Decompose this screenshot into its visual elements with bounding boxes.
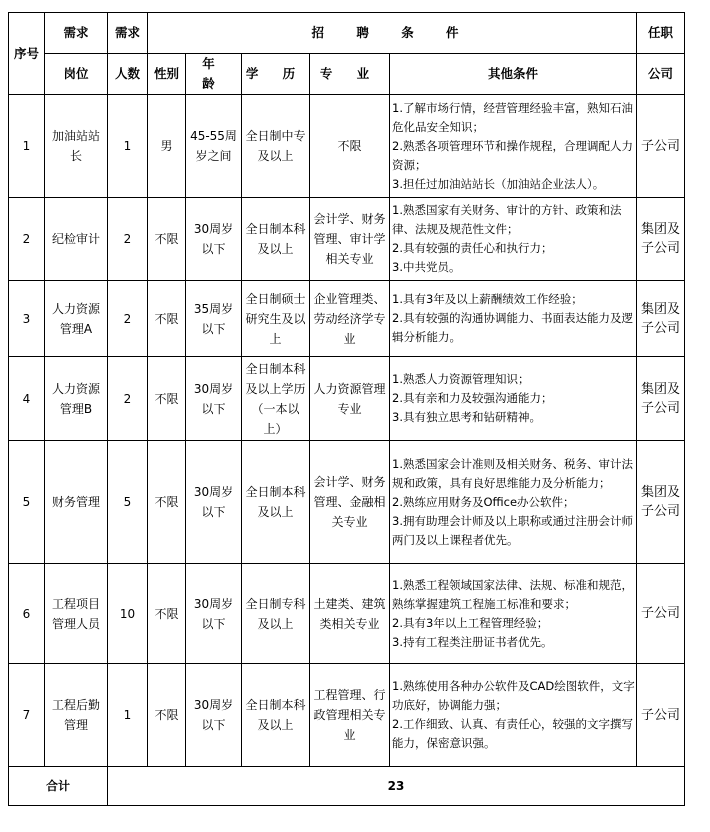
cell-age: 30周岁以下: [186, 441, 242, 564]
cell-seq: 5: [9, 441, 45, 564]
cell-other: [390, 664, 637, 767]
other-condition-line: 1.熟悉国家有关财务、审计的方针、政策和法律、法规及规范性文件；: [392, 203, 622, 236]
other-condition-line: 1.熟练使用各种办公软件及CAD绘图软件，文字功底好，协调能力强；: [392, 679, 635, 712]
header-gender: 性别: [148, 54, 186, 95]
header-position-line2: 岗位: [45, 54, 108, 95]
table-row: [9, 357, 685, 441]
cell-education: 全日制硕士研究生及以上: [242, 281, 310, 357]
cell-position: 财务管理: [45, 441, 108, 564]
other-condition-line: 2.熟练应用财务及Office办公软件；: [392, 494, 575, 509]
cell-gender: 不限: [148, 664, 186, 767]
cell-age: 30周岁以下: [186, 357, 242, 441]
total-label: 合计: [9, 767, 108, 806]
cell-major: 会计学、财务管理、金融相关专业: [310, 441, 390, 564]
cell-education: 全日制本科及以上学历（一本以上）: [242, 357, 310, 441]
header-major: 专 业: [310, 54, 390, 95]
cell-seq: 2: [9, 198, 45, 281]
header-position-line1: 需求: [45, 13, 108, 54]
header-count-line2: 人数: [108, 54, 148, 95]
other-condition-line: 1.熟悉工程领域国家法律、法规、标准和规范，熟练掌握建筑工程施工标准和要求；: [392, 577, 633, 611]
cell-other: [390, 564, 637, 664]
cell-major: 土建类、建筑类相关专业: [310, 564, 390, 664]
cell-count: 2: [108, 357, 148, 441]
cell-company: 集团及子公司: [637, 357, 685, 441]
other-condition-line: 1.具有3年及以上薪酬绩效工作经验；: [392, 292, 583, 306]
header-row-sub: [9, 54, 685, 95]
header-count-line1: 需求: [108, 13, 148, 54]
header-age: 年 龄: [186, 54, 242, 95]
cell-age: 30周岁以下: [186, 198, 242, 281]
other-condition-line: 2.具有亲和力及较强沟通能力；: [392, 391, 553, 405]
cell-company: 子公司: [637, 95, 685, 198]
other-condition-line: 2.具有较强的沟通协调能力、书面表达能力及逻辑分析能力。: [392, 311, 633, 344]
cell-gender: 不限: [148, 281, 186, 357]
other-condition-line: 2.熟悉各项管理环节和操作规程，合理调配人力资源；: [392, 138, 633, 172]
header-company-line1: 任职: [637, 13, 685, 54]
cell-other: [390, 281, 637, 357]
other-condition-line: 3.中共党员。: [392, 260, 461, 274]
cell-major: 会计学、财务管理、审计学相关专业: [310, 198, 390, 281]
table-row: [9, 441, 685, 564]
other-condition-line: 1.熟悉国家会计准则及相关财务、税务、审计法规和政策，具有良好思维能力及分析能力；: [392, 456, 633, 490]
other-condition-line: 3.具有独立思考和钻研精神。: [392, 410, 541, 424]
cell-gender: 不限: [148, 198, 186, 281]
cell-count: 2: [108, 281, 148, 357]
cell-major: 不限: [310, 95, 390, 198]
cell-count: 10: [108, 564, 148, 664]
header-row-top: [9, 13, 685, 54]
cell-company: 集团及子公司: [637, 198, 685, 281]
cell-position: 人力资源管理B: [45, 357, 108, 441]
cell-company: 集团及子公司: [637, 281, 685, 357]
total-row: [9, 767, 685, 806]
cell-education: 全日制本科及以上: [242, 441, 310, 564]
cell-position: 纪检审计: [45, 198, 108, 281]
other-condition-line: 3.持有工程类注册证书者优先。: [392, 634, 553, 649]
cell-company: 子公司: [637, 564, 685, 664]
cell-other: [390, 357, 637, 441]
header-other: 其他条件: [390, 54, 637, 95]
cell-education: 全日制本科及以上: [242, 664, 310, 767]
cell-position: 人力资源管理A: [45, 281, 108, 357]
cell-other: [390, 95, 637, 198]
cell-gender: 不限: [148, 564, 186, 664]
table-row: [9, 95, 685, 198]
other-condition-line: 2.具有3年以上工程管理经验；: [392, 615, 549, 630]
cell-company: 集团及子公司: [637, 441, 685, 564]
header-company-line2: 公司: [637, 54, 685, 95]
cell-major: 人力资源管理专业: [310, 357, 390, 441]
recruitment-table: [8, 12, 685, 806]
cell-age: 35周岁以下: [186, 281, 242, 357]
cell-other: [390, 441, 637, 564]
cell-gender: 不限: [148, 357, 186, 441]
total-value: 23: [108, 767, 685, 806]
cell-other: [390, 198, 637, 281]
header-conditions: 招 聘 条 件: [148, 13, 637, 54]
cell-age: 45-55周岁之间: [186, 95, 242, 198]
header-seq: 序号: [9, 13, 45, 95]
cell-count: 1: [108, 664, 148, 767]
table-row: [9, 198, 685, 281]
cell-position: 工程后勤管理: [45, 664, 108, 767]
other-condition-line: 1.了解市场行情，经营管理经验丰富，熟知石油危化品安全知识；: [392, 100, 633, 134]
cell-count: 1: [108, 95, 148, 198]
cell-company: 子公司: [637, 664, 685, 767]
cell-age: 30周岁以下: [186, 664, 242, 767]
table-row: [9, 281, 685, 357]
cell-position: 加油站站长: [45, 95, 108, 198]
cell-seq: 6: [9, 564, 45, 664]
cell-education: 全日制本科及以上: [242, 198, 310, 281]
cell-position: 工程项目管理人员: [45, 564, 108, 664]
cell-major: 企业管理类、劳动经济学专业: [310, 281, 390, 357]
other-condition-line: 3.拥有助理会计师及以上职称或通过注册会计师两门及以上课程者优先。: [392, 513, 633, 547]
other-condition-line: 2.具有较强的责任心和执行力；: [392, 241, 553, 255]
cell-count: 5: [108, 441, 148, 564]
cell-education: 全日制中专及以上: [242, 95, 310, 198]
other-condition-line: 3.担任过加油站站长（加油站企业法人）。: [392, 176, 605, 191]
recruitment-table-container: [8, 12, 685, 806]
cell-seq: 3: [9, 281, 45, 357]
cell-gender: 男: [148, 95, 186, 198]
table-row: [9, 664, 685, 767]
cell-education: 全日制专科及以上: [242, 564, 310, 664]
cell-major: 工程管理、行政管理相关专业: [310, 664, 390, 767]
cell-seq: 1: [9, 95, 45, 198]
cell-gender: 不限: [148, 441, 186, 564]
cell-seq: 7: [9, 664, 45, 767]
other-condition-line: 2.工作细致、认真、有责任心，较强的文字撰写能力，保密意识强。: [392, 717, 633, 750]
header-education: 学 历: [242, 54, 310, 95]
cell-count: 2: [108, 198, 148, 281]
cell-age: 30周岁以下: [186, 564, 242, 664]
other-condition-line: 1.熟悉人力资源管理知识；: [392, 372, 530, 386]
cell-seq: 4: [9, 357, 45, 441]
table-row: [9, 564, 685, 664]
